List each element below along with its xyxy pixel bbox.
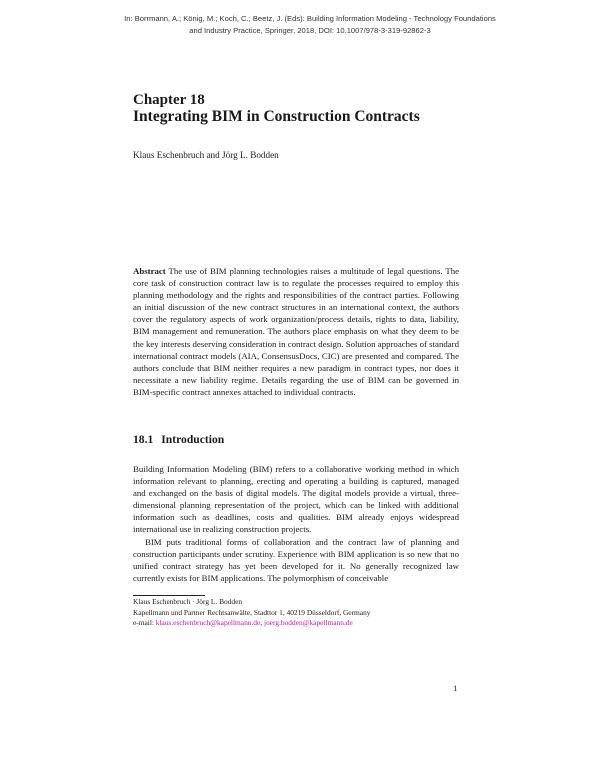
citation-header xyxy=(100,13,520,37)
footnote xyxy=(133,597,459,629)
footnote-author-names: Klaus Eschenbruch · Jörg L. Bodden xyxy=(133,597,243,606)
citation-line-2: and Industry Practice, Springer, 2018, DOI: 10.1007/978-3-319-92862-3 xyxy=(189,26,431,35)
footnote-email-line xyxy=(133,618,459,629)
footnote-divider xyxy=(133,595,205,596)
email-label: e-mail: xyxy=(133,618,154,628)
section-heading xyxy=(133,433,224,446)
chapter-authors: Klaus Eschenbruch and Jörg L. Bodden xyxy=(133,150,279,160)
body-paragraph: Building Information Modeling (BIM) refers to a collaborative working method in which information relevant to planning, erecting and operating a building is captured, managed and exchanged on the basis of digital models. The digital models provide a virtual, three-dimensional planning representation of the project, which can be linked with additional information such as deadlines, costs and qualities. BIM already enjoys widespread international use in realizing construction projects. xyxy=(133,464,459,535)
abstract xyxy=(133,265,459,398)
abstract-label: Abstract xyxy=(133,266,166,276)
body-paragraph: BIM puts traditional forms of collaboration and the contract law of planning and construction participants under scrutiny. Experience with BIM application is so new that no unified contract strategy has yet been developed for it. No generally recognized law currently exists for BIM applications. The polymorphism of conceivable xyxy=(133,536,459,583)
chapter-title: Integrating BIM in Construction Contracts xyxy=(133,108,420,125)
page-number: 1 xyxy=(453,683,458,693)
citation-line-1: In: Borrmann, A.; König, M.; Koch, C.; Beetz, J. (Eds): Building Information Modeling - Technology Foundations xyxy=(124,14,496,23)
email-link-bodden[interactable]: joerg.bodden@kapellmann.de xyxy=(264,618,353,628)
chapter-label: Chapter 18 xyxy=(133,92,205,108)
footnote-affiliation: Kapellmann und Partner Rechtsanwälte, Stadttor 1, 40219 Düsseldorf, Germany xyxy=(133,607,371,617)
abstract-text: The use of BIM planning technologies raises a multitude of legal questions. The core task of construction contract law is to regulate the processes required to employ this planning methodology and the rights and responsibilities of the contract parties. Following an initial discussion of the new contract structures in an international context, the authors cover the regulatory aspects of work organization/process details, rights to data, liability, BIM management and remuneration. The authors place emphasis on what they deem to be the key interests deserving consideration in contract design. Solution approaches of standard international contract models (AIA, ConsensusDocs, CIC) are presented and compared. The authors conclude that BIM neither requires a new paradigm in contract types, nor does it necessitate a new liability regime. Details regarding the use of BIM can be governed in BIM-specific contract annexes attached to individual contracts. xyxy=(133,266,459,397)
section-number: 18.1 xyxy=(133,433,154,446)
email-separator: , xyxy=(260,618,263,628)
email-link-eschenbruch[interactable]: klaus.eschenbruch@kapellmann.de xyxy=(155,618,261,628)
section-title: Introduction xyxy=(161,433,225,446)
section-body xyxy=(133,463,459,584)
